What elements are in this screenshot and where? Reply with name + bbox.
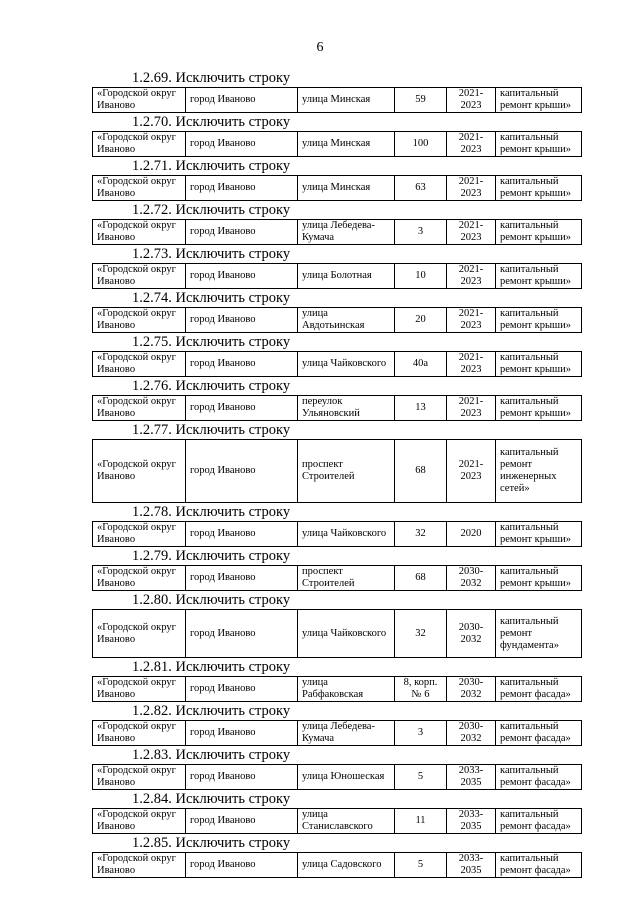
item-heading: 1.2.84. Исключить строку [132,791,291,807]
work-type-cell: капитальный ремонт крыши» [496,566,582,591]
street-cell: улица Садовского [298,853,395,878]
house-number-cell: 11 [395,809,447,834]
street-cell: улица Станиславского [298,809,395,834]
settlement-cell: город Иваново [186,610,298,658]
table-row [93,610,582,658]
item-heading: 1.2.79. Исключить строку [132,548,291,564]
settlement-cell: город Иваново [186,220,298,245]
street-cell: улица Минская [298,132,395,157]
municipality-cell: «Городской округ Иваново [93,132,186,157]
table-row [93,352,582,377]
table-row [93,765,582,790]
settlement-cell: город Иваново [186,132,298,157]
work-type-cell: капитальный ремонт фасада» [496,765,582,790]
municipality-cell: «Городской округ Иваново [93,440,186,503]
period-cell: 2021-2023 [447,88,496,113]
period-cell: 2021-2023 [447,396,496,421]
item-table [92,131,582,157]
exclusion-item [92,422,582,503]
house-number-cell: 59 [395,88,447,113]
table-row [93,677,582,702]
table-row [93,440,582,503]
item-table [92,852,582,878]
municipality-cell: «Городской округ Иваново [93,352,186,377]
period-cell: 2021-2023 [447,440,496,503]
item-heading: 1.2.83. Исключить строку [132,747,291,763]
exclusion-item [92,747,582,790]
street-cell: проспект Строителей [298,566,395,591]
work-type-cell: капитальный ремонт инженерных сетей» [496,440,582,503]
work-type-cell: капитальный ремонт крыши» [496,220,582,245]
exclusion-item [92,548,582,591]
work-type-cell: капитальный ремонт фундамента» [496,610,582,658]
period-cell: 2030-2032 [447,610,496,658]
item-table [92,676,582,702]
exclusion-item [92,290,582,333]
street-cell: улица Юношеская [298,765,395,790]
item-table [92,565,582,591]
exclusion-item [92,334,582,377]
exclusion-item [92,70,582,113]
house-number-cell: 32 [395,522,447,547]
period-cell: 2021-2023 [447,264,496,289]
table-row [93,853,582,878]
item-heading: 1.2.69. Исключить строку [132,70,291,86]
period-cell: 2033-2035 [447,853,496,878]
period-cell: 2021-2023 [447,220,496,245]
street-cell: улица Чайковского [298,610,395,658]
work-type-cell: капитальный ремонт крыши» [496,352,582,377]
municipality-cell: «Городской округ Иваново [93,88,186,113]
table-row [93,176,582,201]
street-cell: улица Чайковского [298,522,395,547]
period-cell: 2030-2032 [447,721,496,746]
period-cell: 2030-2032 [447,566,496,591]
municipality-cell: «Городской округ Иваново [93,522,186,547]
item-heading: 1.2.81. Исключить строку [132,659,291,675]
table-row [93,721,582,746]
item-heading: 1.2.71. Исключить строку [132,158,291,174]
exclusion-item [92,114,582,157]
settlement-cell: город Иваново [186,352,298,377]
exclusion-item [92,246,582,289]
house-number-cell: 5 [395,853,447,878]
exclusion-item [92,592,582,658]
item-heading: 1.2.78. Исключить строку [132,504,291,520]
table-row [93,88,582,113]
exclusion-item [92,202,582,245]
settlement-cell: город Иваново [186,396,298,421]
item-heading: 1.2.76. Исключить строку [132,378,291,394]
item-table [92,521,582,547]
exclusion-item [92,378,582,421]
municipality-cell: «Городской округ Иваново [93,677,186,702]
house-number-cell: 20 [395,308,447,333]
period-cell: 2021-2023 [447,352,496,377]
street-cell: улица Лебедева-Кумача [298,220,395,245]
house-number-cell: 10 [395,264,447,289]
municipality-cell: «Городской округ Иваново [93,765,186,790]
table-row [93,522,582,547]
table-row [93,132,582,157]
item-table [92,87,582,113]
item-heading: 1.2.77. Исключить строку [132,422,291,438]
municipality-cell: «Городской округ Иваново [93,308,186,333]
work-type-cell: капитальный ремонт крыши» [496,132,582,157]
item-table [92,395,582,421]
house-number-cell: 32 [395,610,447,658]
item-heading: 1.2.82. Исключить строку [132,703,291,719]
municipality-cell: «Городской округ Иваново [93,264,186,289]
house-number-cell: 68 [395,440,447,503]
street-cell: улица Рабфаковская [298,677,395,702]
settlement-cell: город Иваново [186,522,298,547]
settlement-cell: город Иваново [186,677,298,702]
item-heading: 1.2.75. Исключить строку [132,334,291,350]
settlement-cell: город Иваново [186,308,298,333]
municipality-cell: «Городской округ Иваново [93,396,186,421]
settlement-cell: город Иваново [186,765,298,790]
street-cell: переулок Ульяновский [298,396,395,421]
item-table [92,609,582,658]
period-cell: 2020 [447,522,496,547]
table-row [93,220,582,245]
street-cell: улица Лебедева-Кумача [298,721,395,746]
period-cell: 2033-2035 [447,809,496,834]
table-row [93,396,582,421]
item-table [92,175,582,201]
municipality-cell: «Городской округ Иваново [93,566,186,591]
house-number-cell: 63 [395,176,447,201]
settlement-cell: город Иваново [186,853,298,878]
period-cell: 2021-2023 [447,308,496,333]
settlement-cell: город Иваново [186,440,298,503]
exclusion-item [92,791,582,834]
work-type-cell: капитальный ремонт крыши» [496,88,582,113]
street-cell: улица Минская [298,88,395,113]
item-table [92,439,582,503]
settlement-cell: город Иваново [186,809,298,834]
item-heading: 1.2.72. Исключить строку [132,202,291,218]
settlement-cell: город Иваново [186,264,298,289]
house-number-cell: 68 [395,566,447,591]
house-number-cell: 5 [395,765,447,790]
settlement-cell: город Иваново [186,721,298,746]
house-number-cell: 8, корп. № 6 [395,677,447,702]
house-number-cell: 40а [395,352,447,377]
street-cell: улица Болотная [298,264,395,289]
item-table [92,808,582,834]
municipality-cell: «Городской округ Иваново [93,220,186,245]
item-table [92,764,582,790]
street-cell: улица Чайковского [298,352,395,377]
period-cell: 2033-2035 [447,765,496,790]
municipality-cell: «Городской округ Иваново [93,721,186,746]
settlement-cell: город Иваново [186,176,298,201]
period-cell: 2021-2023 [447,176,496,201]
item-heading: 1.2.85. Исключить строку [132,835,291,851]
work-type-cell: капитальный ремонт крыши» [496,522,582,547]
work-type-cell: капитальный ремонт фасада» [496,721,582,746]
page-number: 6 [316,40,324,55]
house-number-cell: 100 [395,132,447,157]
work-type-cell: капитальный ремонт крыши» [496,264,582,289]
street-cell: улица Минская [298,176,395,201]
exclusion-item [92,158,582,201]
table-row [93,264,582,289]
work-type-cell: капитальный ремонт фасада» [496,809,582,834]
municipality-cell: «Городской округ Иваново [93,809,186,834]
street-cell: улица Авдотьинская [298,308,395,333]
settlement-cell: город Иваново [186,566,298,591]
item-table [92,219,582,245]
settlement-cell: город Иваново [186,88,298,113]
municipality-cell: «Городской округ Иваново [93,176,186,201]
table-row [93,809,582,834]
exclusion-item [92,703,582,746]
exclusion-item [92,659,582,702]
item-table [92,351,582,377]
period-cell: 2021-2023 [447,132,496,157]
house-number-cell: 13 [395,396,447,421]
item-heading: 1.2.80. Исключить строку [132,592,291,608]
item-table [92,307,582,333]
table-row [93,566,582,591]
municipality-cell: «Городской округ Иваново [93,610,186,658]
period-cell: 2030-2032 [447,677,496,702]
table-row [93,308,582,333]
item-table [92,263,582,289]
work-type-cell: капитальный ремонт фасада» [496,853,582,878]
house-number-cell: 3 [395,721,447,746]
house-number-cell: 3 [395,220,447,245]
item-heading: 1.2.70. Исключить строку [132,114,291,130]
item-heading: 1.2.73. Исключить строку [132,246,291,262]
item-heading: 1.2.74. Исключить строку [132,290,291,306]
work-type-cell: капитальный ремонт крыши» [496,308,582,333]
municipality-cell: «Городской округ Иваново [93,853,186,878]
work-type-cell: капитальный ремонт крыши» [496,176,582,201]
work-type-cell: капитальный ремонт крыши» [496,396,582,421]
exclusion-item [92,835,582,878]
item-table [92,720,582,746]
exclusion-item [92,504,582,547]
exclusion-list [92,70,582,879]
street-cell: проспект Строителей [298,440,395,503]
work-type-cell: капитальный ремонт фасада» [496,677,582,702]
